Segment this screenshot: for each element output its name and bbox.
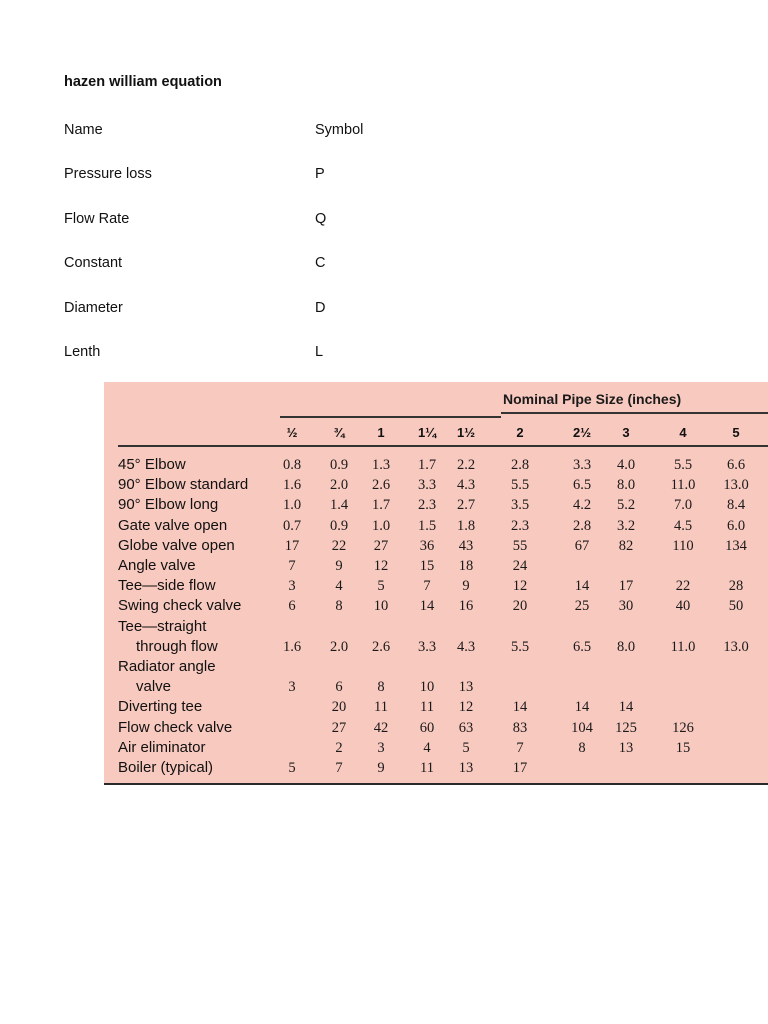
variable-symbol: C (315, 255, 326, 271)
table-row (104, 456, 768, 476)
table-cell: 27 (373, 537, 389, 554)
table-cell: 25 (574, 598, 590, 615)
table-cell: 2.0 (329, 477, 349, 494)
variable-name: Pressure loss (64, 166, 152, 182)
table-cell: 17 (512, 760, 528, 776)
table-row (104, 537, 768, 557)
table-cell: 3.3 (572, 457, 592, 473)
table-cell: 3 (377, 739, 385, 756)
size-header: 3 (622, 425, 630, 440)
table-cell: 10 (419, 679, 435, 696)
table-cell: 8 (578, 739, 586, 756)
table-cell: 2.3 (510, 517, 530, 534)
fitting-label: Angle valve (118, 557, 196, 574)
table-row (104, 618, 768, 638)
table-cell: 5 (377, 578, 385, 595)
table-row (104, 759, 768, 779)
table-cell: 27 (331, 719, 347, 736)
fitting-label: Boiler (typical) (118, 759, 214, 776)
table-cell: 8 (335, 598, 343, 615)
table-cell: 15 (419, 558, 435, 574)
table-cell: 4.0 (616, 457, 636, 473)
table-cell: 10 (373, 598, 389, 615)
table-row (104, 496, 768, 516)
table-cell: 1.7 (417, 457, 437, 473)
table-cell: 4.5 (673, 517, 693, 534)
fitting-label: Air eliminator (118, 738, 206, 756)
table-cell: 63 (458, 719, 474, 736)
variable-name: Diameter (64, 300, 123, 316)
size-header: 5 (732, 425, 740, 440)
size-header: 2½ (572, 425, 592, 440)
table-cell: 3.3 (417, 477, 437, 494)
table-cell: 7 (335, 760, 343, 776)
table-cell: 12 (512, 578, 528, 595)
table-cell: 8 (377, 679, 385, 696)
table-cell: 9 (335, 558, 343, 574)
table-cell: 8.0 (616, 477, 636, 494)
table-cell: 13 (458, 679, 474, 696)
variable-row (64, 344, 464, 364)
table-cell: 4.2 (572, 497, 592, 514)
table-cell: 104 (571, 719, 593, 736)
table-cell: 9 (462, 578, 470, 595)
table-row (104, 678, 768, 698)
table-cell: 12 (373, 558, 389, 574)
table-cell: 4 (335, 578, 343, 595)
fitting-label: 90° Elbow long (118, 496, 219, 514)
header-bottom-rule (118, 445, 768, 447)
symbol-column-header: Symbol (315, 122, 364, 138)
table-row (104, 739, 768, 759)
fitting-label: Globe valve open (118, 536, 235, 554)
table-cell: 5.5 (510, 477, 530, 494)
table-cell: 0.9 (329, 457, 349, 473)
table-row (104, 476, 768, 496)
table-cell: 22 (331, 537, 347, 554)
variable-symbol: P (315, 166, 325, 182)
variable-name: Flow Rate (64, 211, 130, 227)
table-cell: 2 (335, 739, 343, 756)
table-cell: 8.4 (726, 497, 746, 514)
table-cell: 24 (512, 558, 528, 574)
table-cell: 14 (512, 699, 528, 716)
table-cell: 126 (672, 719, 694, 736)
table-cell: 3 (288, 679, 296, 696)
table-row (104, 698, 768, 718)
size-header: 2 (516, 425, 524, 440)
table-cell: 6.0 (726, 517, 746, 534)
table-cell: 2.6 (371, 638, 391, 655)
table-cell: 2.7 (456, 497, 476, 514)
table-cell: 3.5 (510, 497, 530, 514)
table-cell: 14 (574, 699, 590, 716)
table-cell: 14 (618, 699, 634, 716)
fitting-label: through flow (136, 637, 218, 655)
size-header: ¾ (333, 425, 345, 440)
variable-row (64, 255, 464, 275)
table-cell: 50 (728, 598, 744, 615)
table-row (104, 557, 768, 577)
fitting-label: Diverting tee (118, 698, 203, 716)
table-cell: 13 (458, 760, 474, 776)
table-cell: 1.3 (371, 457, 391, 473)
table-cell: 14 (574, 578, 590, 595)
size-header: 4 (679, 425, 687, 440)
table-cell: 4.3 (456, 638, 476, 655)
table-cell: 17 (618, 578, 634, 595)
document-title: hazen william equation (64, 74, 222, 90)
fitting-label: Swing check valve (118, 597, 242, 615)
table-cell: 110 (672, 537, 694, 554)
table-cell: 2.8 (510, 457, 530, 473)
table-cell: 15 (675, 739, 691, 756)
table-cell: 5.5 (673, 457, 693, 473)
table-cell: 18 (458, 558, 474, 574)
table-cell: 7 (423, 578, 431, 595)
table-title: Nominal Pipe Size (inches) (503, 391, 682, 407)
table-cell: 43 (458, 537, 474, 554)
variable-symbol: L (315, 344, 324, 360)
table-cell: 12 (458, 699, 474, 716)
table-cell: 1.0 (282, 497, 302, 514)
table-cell: 83 (512, 719, 528, 736)
table-cell: 4.3 (456, 477, 476, 494)
table-cell: 22 (675, 578, 691, 595)
fitting-label: Flow check valve (118, 718, 233, 736)
table-cell: 1.6 (282, 477, 302, 494)
table-cell: 0.8 (282, 457, 302, 473)
table-cell: 17 (284, 537, 300, 554)
table-cell: 2.2 (456, 457, 476, 473)
variable-name: Lenth (64, 344, 101, 360)
table-cell: 6.6 (726, 457, 746, 473)
table-cell: 40 (675, 598, 691, 615)
table-cell: 20 (512, 598, 528, 615)
table-cell: 2.8 (572, 517, 592, 534)
table-cell: 11 (374, 699, 388, 716)
table-cell: 9 (377, 760, 385, 776)
table-cell: 2.3 (417, 497, 437, 514)
table-cell: 13.0 (723, 638, 749, 655)
table-cell: 6.5 (572, 477, 592, 494)
table-cell: 60 (419, 719, 435, 736)
table-cell: 1.6 (282, 638, 302, 655)
variables-header-row (64, 122, 464, 142)
variable-row (64, 166, 464, 186)
fitting-label: Radiator angle (118, 658, 216, 675)
table-cell: 11.0 (670, 477, 696, 494)
size-header: 1 (377, 425, 385, 440)
table-cell: 7 (516, 739, 524, 756)
table-cell: 6 (288, 598, 296, 615)
table-bottom-rule (104, 783, 768, 785)
size-header: 1¼ (417, 425, 437, 440)
table-cell: 1.7 (371, 497, 391, 514)
title-underline (501, 412, 768, 414)
size-header: 1½ (456, 425, 476, 440)
table-cell: 13 (618, 739, 634, 756)
table-row (104, 517, 768, 537)
table-cell: 1.5 (417, 517, 437, 534)
fitting-label: Tee—straight (118, 617, 207, 635)
table-row (104, 597, 768, 617)
table-cell: 13.0 (723, 477, 749, 494)
table-cell: 125 (615, 719, 637, 736)
table-cell: 0.9 (329, 517, 349, 534)
table-cell: 11.0 (670, 638, 696, 655)
table-cell: 11 (420, 760, 434, 776)
table-cell: 55 (512, 537, 528, 554)
header-top-rule (280, 416, 501, 418)
table-cell: 4 (423, 739, 431, 756)
table-cell: 1.8 (456, 517, 476, 534)
table-cell: 5 (462, 739, 470, 756)
table-cell: 8.0 (616, 638, 636, 655)
variable-symbol: D (315, 300, 326, 316)
table-cell: 28 (728, 578, 744, 595)
table-cell: 42 (373, 719, 389, 736)
name-column-header: Name (64, 122, 103, 138)
table-cell: 16 (458, 598, 474, 615)
fitting-label: 45° Elbow (118, 456, 186, 473)
table-cell: 11 (420, 699, 434, 716)
table-cell: 3.3 (417, 638, 437, 655)
table-row (104, 658, 768, 678)
table-cell: 30 (618, 598, 634, 615)
variable-symbol: Q (315, 211, 327, 227)
table-cell: 5.5 (510, 638, 530, 655)
table-cell: 2.6 (371, 477, 391, 494)
table-cell: 82 (618, 537, 634, 554)
fitting-label: Tee—side flow (118, 577, 216, 595)
variable-row (64, 300, 464, 320)
scanned-fittings-table (104, 382, 768, 785)
table-cell: 1.0 (371, 517, 391, 534)
table-cell: 7 (288, 558, 296, 574)
table-cell: 7.0 (673, 497, 693, 514)
table-row (104, 638, 768, 658)
table-cell: 0.7 (282, 517, 302, 534)
fitting-label: Gate valve open (118, 516, 228, 534)
table-cell: 3.2 (616, 517, 636, 534)
table-cell: 14 (419, 598, 435, 615)
table-cell: 6 (335, 679, 343, 696)
variable-row (64, 211, 464, 231)
table-cell: 36 (419, 537, 435, 554)
table-row (104, 719, 768, 739)
fitting-label: 90° Elbow standard (118, 476, 249, 494)
size-header: ½ (286, 425, 298, 440)
table-cell: 3 (288, 578, 296, 595)
table-cell: 6.5 (572, 638, 592, 655)
table-row (104, 577, 768, 597)
table-cell: 1.4 (329, 497, 349, 514)
table-cell: 134 (725, 537, 747, 554)
table-cell: 5.2 (616, 497, 636, 514)
table-cell: 67 (574, 537, 590, 554)
fitting-label: valve (136, 678, 172, 696)
table-cell: 5 (288, 760, 296, 776)
table-cell: 20 (331, 699, 347, 716)
variable-name: Constant (64, 255, 123, 271)
table-cell: 2.0 (329, 638, 349, 655)
